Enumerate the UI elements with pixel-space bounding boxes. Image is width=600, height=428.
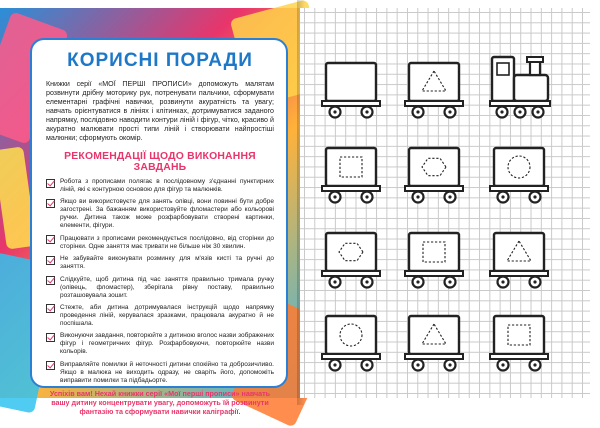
tip-item — [46, 235, 274, 251]
wagon-body — [409, 316, 459, 354]
checkbox-icon — [46, 256, 55, 265]
wagon-icon — [490, 233, 548, 288]
wagon-body — [326, 233, 376, 271]
tip-text: Не забувайте виконувати розминку для м'язів кисті та ручні до заняття. — [60, 255, 274, 271]
checkbox-icon — [46, 333, 55, 342]
wagon-icon — [490, 148, 548, 203]
left-page — [0, 8, 300, 417]
tip-item — [46, 255, 274, 271]
cabin-window — [497, 63, 509, 75]
checkbox-icon — [46, 276, 55, 285]
tip-text: Працювати з прописами рекомендується послідовно, від сторінки до сторінки. Одне заняття має тривати не більше ніж 30 хвилин. — [60, 234, 274, 250]
tip-text: Стежте, аби дитина дотримувалася інструкцій щодо напрямку проведення ліній, керувалася зразками, працювала акуратно й не поспішала. — [60, 303, 274, 327]
wagon-base — [490, 186, 548, 191]
wagon-body — [494, 148, 544, 186]
checkbox-icon — [46, 235, 55, 244]
wagon-icon — [405, 233, 463, 288]
wagon-base — [322, 354, 380, 359]
worksheet-page — [300, 8, 590, 398]
chimney — [530, 61, 540, 75]
wagon-body — [494, 233, 544, 271]
tip-item — [46, 276, 274, 300]
wagon-base — [405, 101, 463, 106]
boiler — [514, 75, 548, 101]
tip-text: Виправляйте помилки й неточності дитини спокійно та доброзичливо. Якщо в малюка не виходить одразу, не сваріть його, допоможіть виправити помилки та підбадьорте. — [60, 360, 274, 384]
wagon-icon — [490, 316, 548, 371]
closing-paragraph: Успіхів вам! Нехай книжки серії «Мої перші прописи» навчать вашу дитину концентрувати увагу, допоможуть їй розвинути фантазію та сформувати навички каліграфії. — [49, 389, 271, 417]
wagon-base — [490, 271, 548, 276]
wagon-body — [409, 148, 459, 186]
tip-item — [46, 178, 274, 194]
wagon-icon — [405, 316, 463, 371]
chimney-top — [527, 57, 543, 62]
wagon-icon — [322, 63, 380, 118]
wagon-base — [322, 271, 380, 276]
wagon-body — [494, 316, 544, 354]
wagon-body — [326, 316, 376, 354]
tip-text: Робота з прописами полягає в послідовному з'єднанні пунктирних ліній, які є контурною основою для фігур та малюнків. — [60, 178, 274, 193]
wagon-base — [322, 186, 380, 191]
tip-item — [46, 304, 274, 328]
page-title: КОРИСНІ ПОРАДИ — [67, 50, 253, 71]
wagon-body — [409, 233, 459, 271]
tips-card — [30, 38, 288, 417]
tip-text: Якщо ви використовуєте для занять олівці, вони повинні бути добре загострені. За бажанням використовуйте фломастери або кольорові ручки. Дитина також може розфарбовувати створені картинки, елементи, фігури. — [60, 198, 274, 230]
tip-item — [46, 198, 274, 230]
recommendations-heading: РЕКОМЕНДАЦІЇ ЩОДО ВИКОНАННЯ ЗАВДАНЬ — [64, 151, 256, 173]
loco-base — [490, 101, 550, 106]
tip-item — [46, 361, 274, 385]
wagon-base — [405, 186, 463, 191]
tip-text: Слідкуйте, щоб дитина під час заняття правильно тримала ручку (олівець, фломастер), зберігала рівну поставу, правильно розташовувала зошит. — [60, 275, 274, 299]
tips-list — [46, 178, 274, 385]
wagon-icon — [322, 316, 380, 371]
tip-item — [46, 332, 274, 356]
wagon-icon — [405, 148, 463, 203]
wagon-body — [409, 63, 459, 101]
wagon-base — [490, 354, 548, 359]
wagon-base — [322, 101, 380, 106]
intro-paragraph: Книжки серії «МОЇ ПЕРШІ ПРОПИСИ» допоможуть малятам розвинути дрібну моторику рук, потренувати пальчики, сформувати елементарні графічні навички, розвинути акуратність та увагу; навчать орієнтуватися в лініях і клітинках, дотримуватися заданого напрямку, послідовно наводити контури ліній і фігур, чітко, красиво й акуратно малювати прості типи ліній і створювати найпростіші малюнки; сформують окомір. — [46, 80, 274, 142]
wagon-icon — [405, 63, 463, 118]
wagon-icon — [322, 148, 380, 203]
checkbox-icon — [46, 361, 55, 370]
checkbox-icon — [46, 179, 55, 188]
train-worksheet — [300, 8, 590, 398]
wagon-icon — [322, 233, 380, 288]
wagon-body — [326, 148, 376, 186]
wagon-base — [405, 271, 463, 276]
checkbox-icon — [46, 304, 55, 313]
wagon-body — [326, 63, 376, 101]
locomotive-icon — [490, 57, 550, 118]
tip-text: Виконуючи завдання, повторюйте з дитиною вголос назви зображених фігур і геометричних фігур. Розфарбовуючи, повторюйте назви кольорів. — [60, 332, 274, 356]
checkbox-icon — [46, 199, 55, 208]
wagon-base — [405, 354, 463, 359]
